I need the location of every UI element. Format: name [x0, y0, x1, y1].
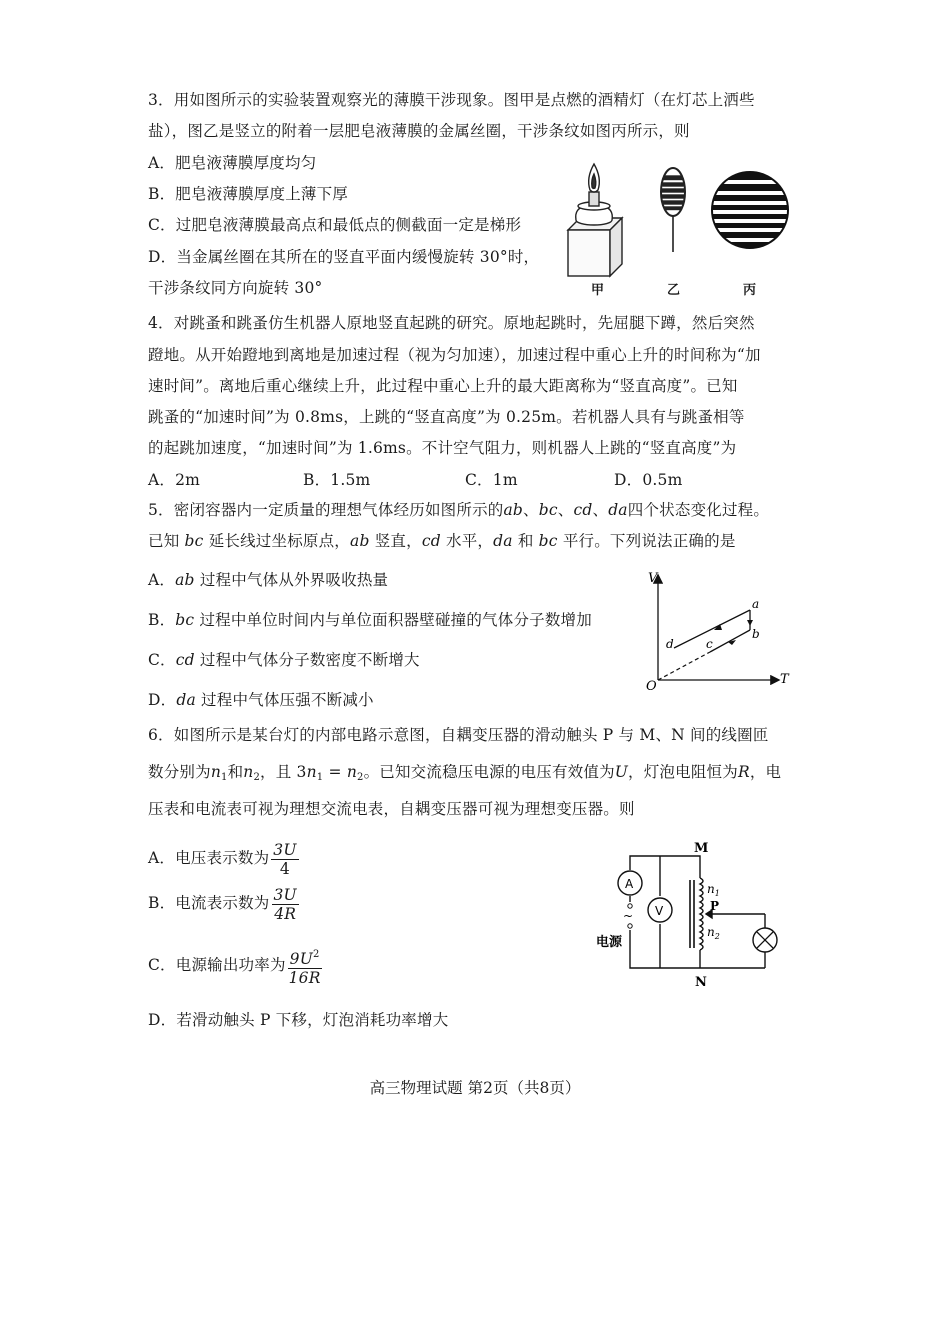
power-terminal-top [628, 904, 632, 908]
fig-label-yi: 乙 [667, 283, 681, 298]
q4-option-d: D．0.5m [614, 471, 683, 489]
q5-option-c: C．cd 过程中气体分子数密度不断增大 [148, 651, 420, 669]
q5-stem-line2: 已知 bc 延长线过坐标原点，ab 竖直，cd 水平，da 和 bc 平行。下列说法正确的是 [148, 532, 736, 550]
q3-option-a: A．肥皂液薄膜厚度均匀 [148, 154, 317, 172]
point-a-label: a [752, 597, 760, 611]
point-c-label: c [706, 637, 713, 651]
t-axis-label: T [780, 672, 789, 687]
q4-stem-line2: 蹬地。从开始蹬地到离地是加速过程（视为匀加速），加速过程中重心上升的时间称为“加 [148, 346, 761, 364]
n1-label: $n_1$ [707, 882, 720, 898]
fig-label-jia: 甲 [591, 283, 605, 298]
q3-stem-line2: 盐），图乙是竖立的附着一层肥皂液薄膜的金属丝圈，干涉条纹如图丙所示，则 [148, 122, 690, 140]
vt-graph [640, 568, 800, 690]
q3-option-d-line1: D．当金属丝圈在其所在的竖直平面内缓慢旋转 30°时， [148, 248, 540, 266]
fig-label-bing: 丙 [743, 283, 757, 298]
terminal-n-label: N [695, 975, 707, 988]
power-source-label: 电源 [596, 935, 623, 950]
q4-option-c: C．1m [465, 471, 518, 489]
interference-fringes-figure [710, 170, 790, 250]
ab-arrow [747, 620, 753, 626]
q6-option-b: B．电流表示数为 $\frac{3U}{4R}$ [148, 885, 297, 923]
origin-label: O [646, 679, 657, 690]
q4-stem-line5: 的起跳加速度，“加速时间”为 1.6ms。不计空气阻力，则机器人上跳的“竖直高度”为 [148, 439, 737, 457]
q3-figure [560, 162, 810, 282]
q6-option-c: C．电源输出功率为 $\frac{9U^2}{16R}$ [148, 945, 322, 985]
bc-line [710, 630, 750, 652]
q6-stem-line1: 6．如图所示是某台灯的内部电路示意图，自耦变压器的滑动触头 P 与 M、N 间的线圈匝 [148, 726, 769, 744]
page-footer: 高三物理试题 第2页（共8页） [369, 1079, 581, 1097]
q5-option-d: D．da 过程中气体压强不断减小 [148, 691, 374, 709]
terminal-m-label: M [694, 841, 709, 856]
q4-stem-line3: 速时间”。离地后重心继续上升，此过程中重心上升的最大距离称为“竖直高度”。已知 [148, 377, 738, 395]
slider-p-label: P [710, 899, 720, 913]
q5-stem-line1: 5．密闭容器内一定质量的理想气体经历如图所示的ab、bc、cd、da四个状态变化过程。 [148, 501, 770, 519]
q3-option-c: C．过肥皂液薄膜最高点和最低点的侧截面一定是梯形 [148, 216, 522, 234]
power-terminal-bottom [628, 924, 632, 928]
q4-stem-line4: 跳蚤的“加速时间”为 0.8ms，上跳的“竖直高度”为 0.25m。若机器人具有与跳蚤相等 [148, 408, 745, 426]
point-d-label: d [666, 637, 674, 651]
ammeter-label: A [625, 877, 634, 891]
q6-option-a: A．电压表示数为 $\frac{3U}{4}$ [148, 840, 297, 878]
q3-stem-line1: 3．用如图所示的实验装置观察光的薄膜干涉现象。图甲是点燃的酒精灯（在灯芯上洒些 [148, 91, 755, 109]
svg-text:~: ~ [623, 909, 634, 923]
q6-stem-line2: 数分别为$n_1$和$n_2$，且 $3n_1 = n_2$。已知交流稳压电源的电压有效值为U，灯泡电阻恒为R，电 [148, 763, 782, 783]
bc-extension-dashed [658, 652, 710, 680]
q5-option-a: A．ab 过程中气体从外界吸收热量 [148, 571, 389, 589]
q4-option-a: A．2m [148, 471, 201, 489]
alcohol-lamp-figure [568, 164, 622, 276]
q3-option-d-line2: 干涉条纹同方向旋转 30° [148, 279, 323, 297]
voltmeter-label: V [655, 904, 664, 918]
q4-stem-line1: 4．对跳蚤和跳蚤仿生机器人原地竖直起跳的研究。原地起跳时，先屈腿下蹲，然后突然 [148, 314, 755, 332]
q3-option-b: B．肥皂液薄膜厚度上薄下厚 [148, 185, 348, 203]
q6-stem-line3: 压表和电流表可视为理想交流电表，自耦变压器可视为理想变压器。则 [148, 800, 635, 818]
q4-option-b: B．1.5m [303, 471, 371, 489]
q6-option-d: D．若滑动触头 P 下移，灯泡消耗功率增大 [148, 1011, 449, 1029]
point-b-label: b [752, 627, 760, 641]
n2-label: $n_2$ [707, 925, 720, 941]
wire-loop-figure [661, 168, 685, 252]
q5-option-b: B．bc 过程中单位时间内与单位面积器壁碰撞的气体分子数增加 [148, 611, 592, 629]
v-axis-label: V [648, 571, 658, 586]
circuit-diagram [590, 838, 790, 988]
